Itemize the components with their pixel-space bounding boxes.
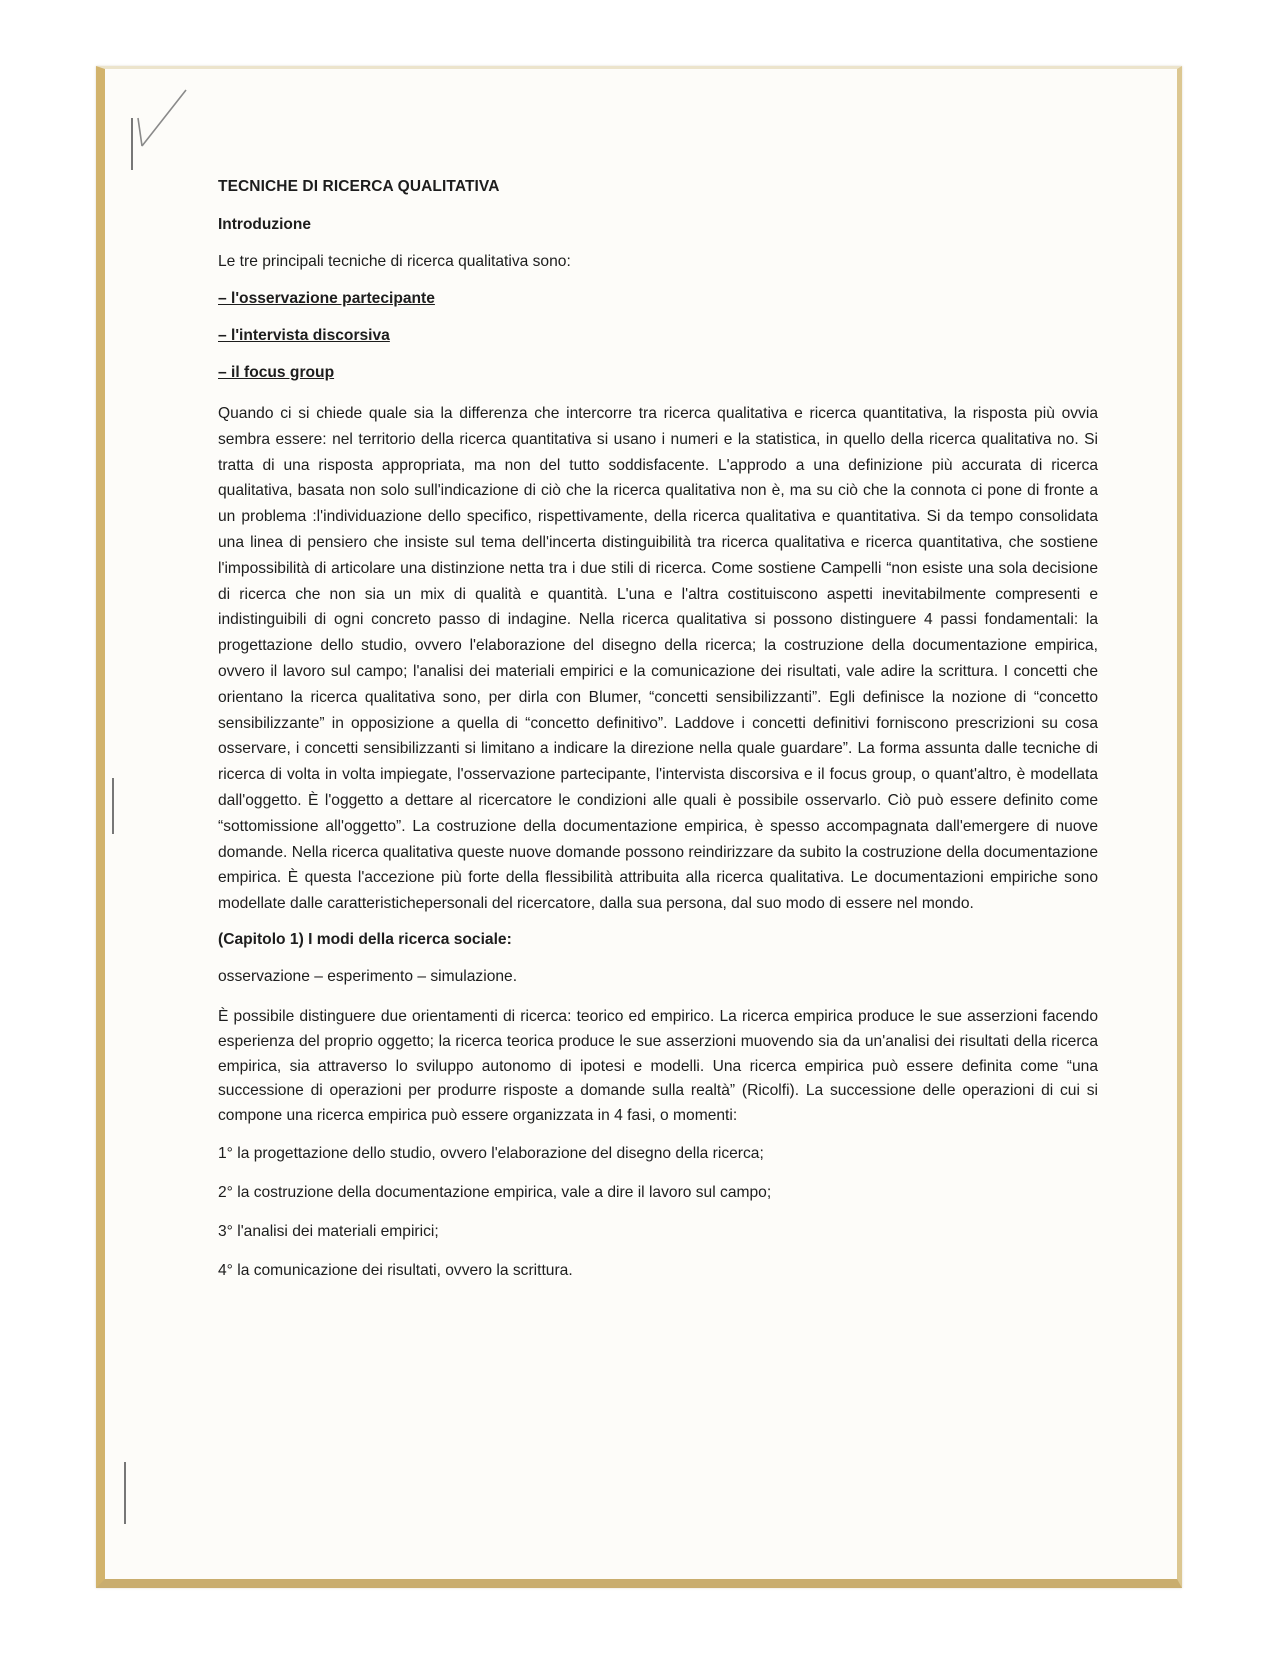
phase-item: 1° la progettazione dello studio, ovvero l'elaborazione del disegno della ricerca; <box>218 1144 764 1162</box>
intro-line: Le tre principali tecniche di ricerca qualitativa sono: <box>218 253 571 270</box>
chapter-modes: osservazione – esperimento – simulazione. <box>218 967 518 985</box>
page-title: TECNICHE DI RICERCA QUALITATIVA <box>218 178 500 195</box>
intro-heading: Introduzione <box>218 216 311 233</box>
technique-item: – il focus group <box>218 364 335 381</box>
margin-pencil-mark-bottom <box>124 1462 126 1524</box>
chapter-paragraph: È possibile distinguere due orientamenti di ricerca: teorico ed empirico. La ricerca empirica produce le sue asserzioni facendo esperienza del proprio oggetto; la ricerca teorica produce le sue asserzioni muovendo sia da un'analisi dei risultati della ricerca empirica, sia attraverso lo sviluppo autonomo di ipotesi e modelli. Una ricerca empirica può essere definita come “una successione di operazioni per produrre risposte a domande sulla realtà” (Ricolfi). La successione delle operazioni di cui si compone una ricerca empirica può essere organizzata in 4 fasi, o momenti: <box>218 1007 1098 1125</box>
phase-item: 4° la comunicazione dei risultati, ovvero la scrittura. <box>218 1261 573 1279</box>
technique-item: – l'osservazione partecipante <box>218 290 435 307</box>
phase-item: 3° l'analisi dei materiali empirici; <box>218 1222 439 1240</box>
pencil-tick-mark <box>136 88 188 148</box>
document-body <box>218 178 1098 1299</box>
phase-item: 2° la costruzione della documentazione empirica, vale a dire il lavoro sul campo; <box>218 1183 772 1201</box>
margin-pencil-mark-top <box>131 118 133 170</box>
intro-paragraph: Quando ci si chiede quale sia la differenza che intercorre tra ricerca qualitativa e ricerca quantitativa, la risposta più ovvia sembra essere: nel territorio della ricerca quantitativa si usano i numeri e la statistica, in quello della ricerca qualitativa no. Si tratta di una risposta appropriata, ma non del tutto soddisfacente. L'approdo a una definizione più accurata di ricerca qualitativa, basata non solo sull'indicazione di ciò che la ricerca qualitativa non è, ma su ciò che la connota ci pone di fronte a un problema :l'individuazione dello specifico, rispettivamente, della ricerca qualitativa e quantitativa. Si da tempo consolidata una linea di pensiero che insiste sul tema dell'incerta distinguibilità tra ricerca qualitativa e ricerca quantitativa, che sostiene l'impossibilità di articolare una distinzione netta tra i due stili di ricerca. Come sostiene Campelli “non esiste una sola decisione di ricerca che non sia un mix di qualità e quantità. L'una e l'altra costituiscono aspetti inevitabilmente compresenti e indistinguibili di ogni concreto passo di indagine. Nella ricerca qualitativa si possono distinguere 4 passi fondamentali: la progettazione dello studio, ovvero l'elaborazione del disegno della ricerca; la costruzione della documentazione empirica, ovvero il lavoro sul campo; l'analisi dei materiali empirici e la comunicazione dei risultati, vale adire la scrittura. I concetti che orientano la ricerca qualitativa sono, per dirla con Blumer, “concetti sensibilizzanti”. Egli definisce la nozione di “concetto sensibilizzante” in opposizione a quella di “concetto definitivo”. Laddove i concetti definitivi forniscono prescrizioni su cosa osservare, i concetti sensibilizzanti si limitano a indicare la direzione nella quale guardare”. La forma assunta dalle tecniche di ricerca di volta in volta impiegate, l'osservazione partecipante, l'intervista discorsiva e il focus group, o quant'altro, è modellata dall'oggetto. È l'oggetto a dettare al ricercatore le condizioni alle quali è possibile osservarlo. Ciò può essere definito come “sottomissione all'oggetto”. La costruzione della documentazione empirica, è spesso accompagnata dall'emergere di nuove domande. Nella ricerca qualitativa queste nuove domande possono reindirizzare da subito la costruzione della documentazione empirica. È questa l'accezione più forte della flessibilità attribuita alla ricerca qualitativa. Le documentazioni empiriche sono modellate dalle caratteristichepersonali del ricercatore, dalla sua persona, dal suo modo di essere nel mondo. <box>218 405 1098 913</box>
margin-pencil-mark-middle <box>112 778 114 834</box>
chapter-heading: (Capitolo 1) I modi della ricerca sociale: <box>218 930 512 948</box>
technique-item: – l'intervista discorsiva <box>218 327 390 344</box>
